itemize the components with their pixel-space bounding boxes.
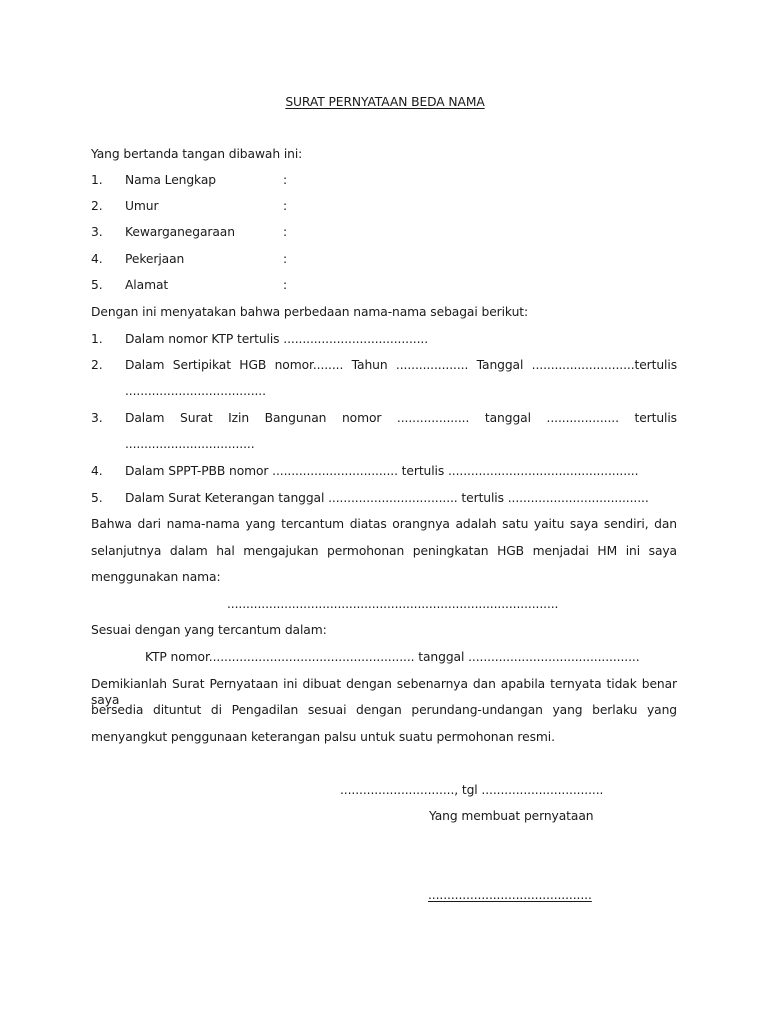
identity-colon: : bbox=[283, 225, 288, 239]
paragraph-line: menggunakan nama: bbox=[91, 570, 221, 584]
document-title: SURAT PERNYATAAN BEDA NAMA bbox=[285, 95, 485, 109]
difference-sppt-pbb: Dalam SPPT-PBB nomor ................................. tertulis .................................................. bbox=[125, 464, 639, 478]
identity-colon: : bbox=[283, 199, 288, 213]
identity-number: 2. bbox=[91, 199, 103, 213]
difference-number: 1. bbox=[91, 332, 103, 346]
closing-line: menyangkut penggunaan keterangan palsu untuk suatu permohonan resmi. bbox=[91, 730, 555, 744]
identity-number: 4. bbox=[91, 252, 103, 266]
paragraph-line: Bahwa dari nama-nama yang tercantum diatas orangnya adalah satu yaitu saya sendiri, dan bbox=[91, 517, 677, 531]
difference-number: 3. bbox=[91, 411, 103, 425]
difference-number: 4. bbox=[91, 464, 103, 478]
identity-label-pekerjaan: Pekerjaan bbox=[125, 252, 185, 266]
signature-line: ........................................... bbox=[428, 888, 592, 902]
source-intro: Sesuai dengan yang tercantum dalam: bbox=[91, 623, 327, 637]
name-fill-line: ....................................................................................... bbox=[227, 597, 559, 611]
statement-intro: Dengan ini menyatakan bahwa perbedaan nama-nama sebagai berikut: bbox=[91, 305, 529, 319]
identity-label-nama: Nama Lengkap bbox=[125, 173, 217, 187]
difference-number: 5. bbox=[91, 491, 103, 505]
difference-hgb: Dalam Sertipikat HGB nomor........ Tahun ................... Tanggal ...........................tertulis bbox=[125, 358, 677, 372]
signer-label: Yang membuat pernyataan bbox=[429, 809, 594, 823]
difference-imb-continued: .................................. bbox=[125, 437, 255, 451]
identity-number: 1. bbox=[91, 173, 103, 187]
identity-colon: : bbox=[283, 173, 288, 187]
difference-imb: Dalam Surat Izin Bangunan nomor ................... tanggal ................... tertulis bbox=[125, 411, 677, 425]
paragraph-line: selanjutnya dalam hal mengajukan permohonan peningkatan HGB menjadai HM ini saya bbox=[91, 544, 677, 558]
place-date-line: .............................., tgl ................................ bbox=[340, 783, 604, 797]
identity-number: 5. bbox=[91, 278, 103, 292]
identity-label-kewarganegaraan: Kewarganegaraan bbox=[125, 225, 235, 239]
closing-line: bersedia dituntut di Pengadilan sesuai dengan perundang-undangan yang berlaku yang bbox=[91, 703, 677, 717]
identity-colon: : bbox=[283, 252, 288, 266]
identity-label-alamat: Alamat bbox=[125, 278, 169, 292]
difference-hgb-continued: ..................................... bbox=[125, 384, 266, 398]
identity-label-umur: Umur bbox=[125, 199, 159, 213]
difference-number: 2. bbox=[91, 358, 103, 372]
ktp-fill-line: KTP nomor...................................................... tanggal ............................................. bbox=[145, 650, 640, 664]
difference-surat-keterangan: Dalam Surat Keterangan tanggal .................................. tertulis ..................................... bbox=[125, 491, 649, 505]
difference-ktp: Dalam nomor KTP tertulis ...................................... bbox=[125, 332, 429, 346]
identity-number: 3. bbox=[91, 225, 103, 239]
identity-colon: : bbox=[283, 278, 288, 292]
intro-text: Yang bertanda tangan dibawah ini: bbox=[91, 147, 303, 161]
closing-line: Demikianlah Surat Pernyataan ini dibuat dengan sebenarnya dan apabila ternyata tidak benar saya bbox=[91, 677, 677, 707]
